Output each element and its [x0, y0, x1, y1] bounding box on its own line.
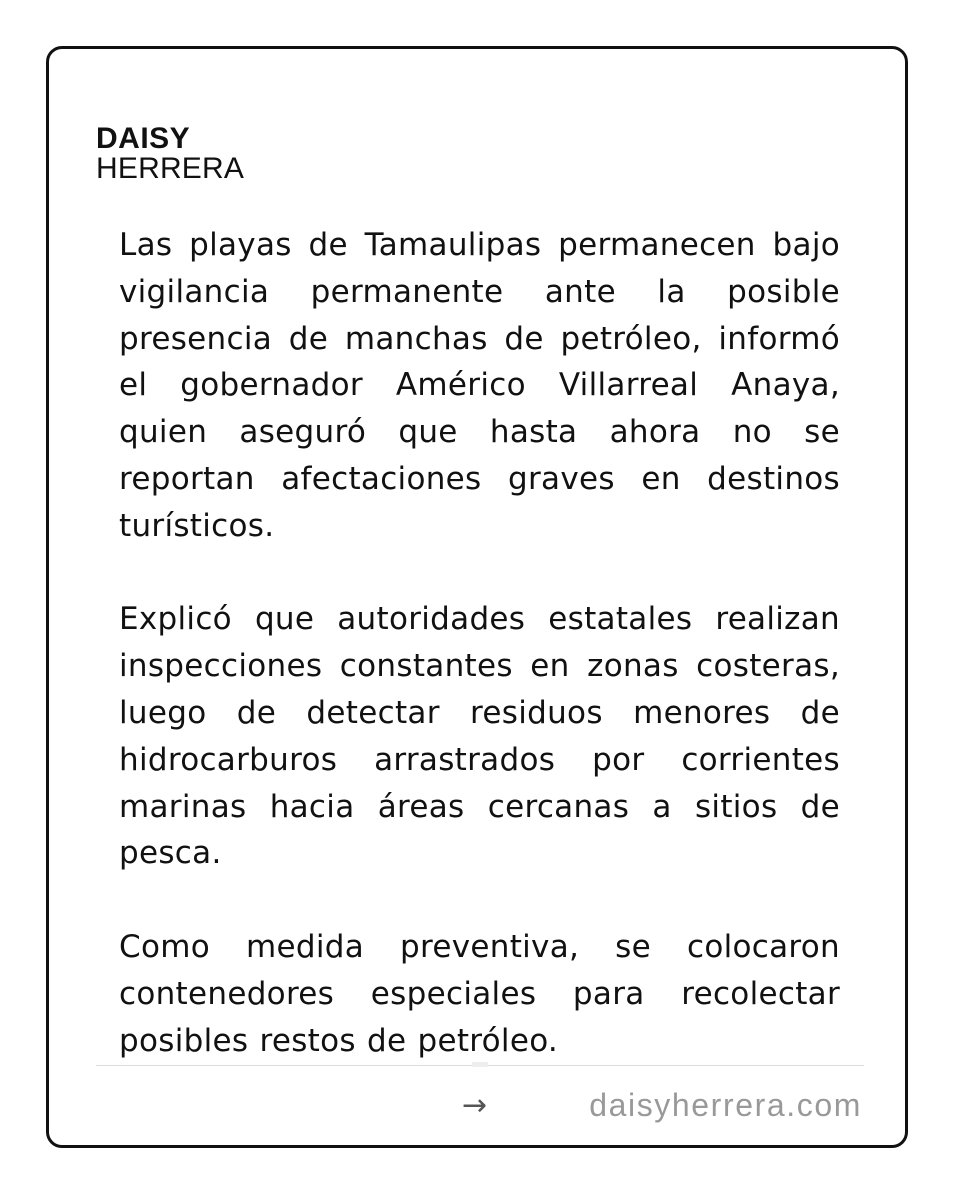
website-link[interactable]: daisyherrera.com [589, 1087, 862, 1123]
arrow-right-icon[interactable]: → [462, 1088, 488, 1123]
article-paragraph: Las playas de Tamaulipas permanecen bajo vigilancia permanente ante la posible presencia de manchas de petróleo, informó el gobernador Américo Villarreal Anaya, quien aseguró que hasta ahora no se reportan afectaciones graves en destinos turísticos. [119, 227, 840, 544]
article-body [119, 222, 840, 1065]
article-paragraph: Explicó que autoridades estatales realizan inspecciones constantes en zonas costeras, luego de detectar residuos menores de hidrocarburos arrastrados por corrientes marinas hacia áreas cercanas a sitios de pesca. [119, 601, 840, 872]
brand-last-name: HERRERA [96, 152, 245, 185]
article-paragraph: Como medida preventiva, se colocaron contenedores especiales para recolectar posibles restos de petróleo. [119, 928, 840, 1059]
brand-logo [96, 123, 244, 185]
brand-first-name: DAISY [96, 122, 191, 155]
scroll-indicator [472, 1062, 488, 1067]
